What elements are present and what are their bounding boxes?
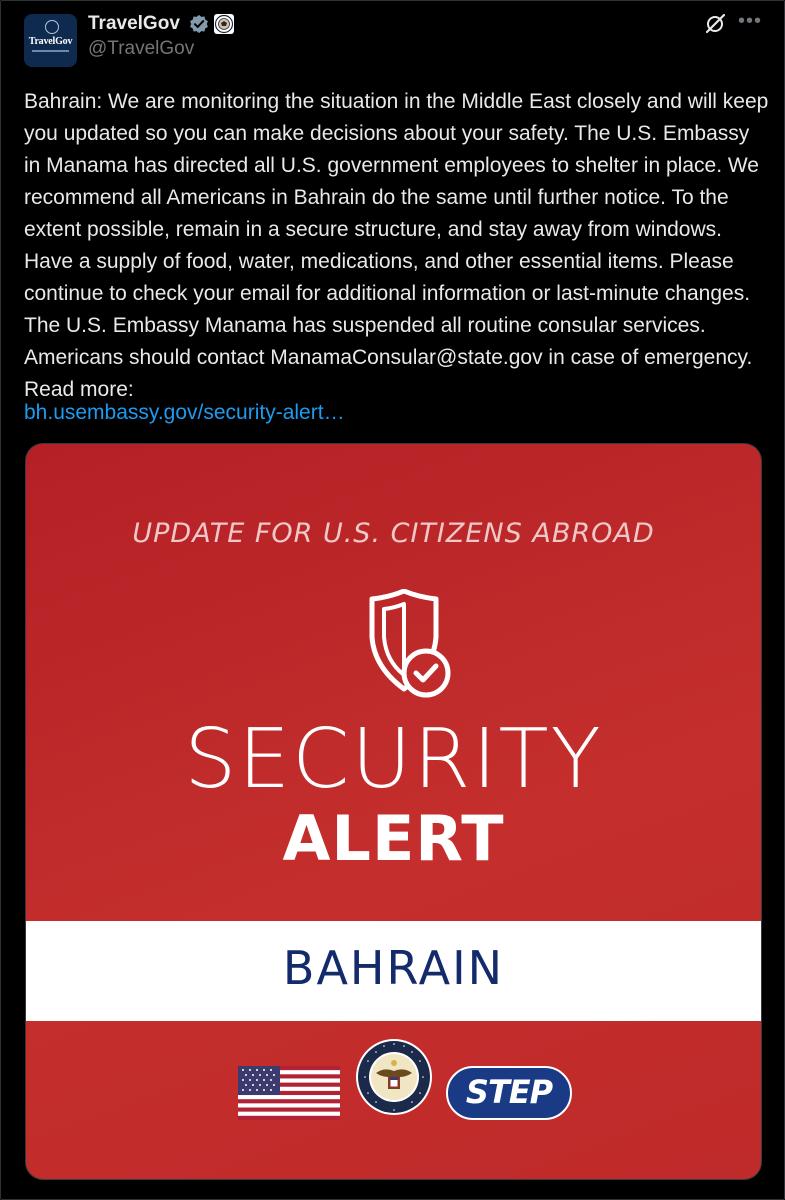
headline-alert: ALERT: [282, 802, 505, 875]
shield-check-icon: [332, 589, 457, 701]
grok-icon[interactable]: [703, 12, 727, 36]
post-text: Bahrain: We are monitoring the situation in the Middle East closely and will keep you updated so you can make decisions about your safety. The U.S. Embassy in Manama has directed all U.S. government employees to shelter in place. We recommend all Americans in Bahrain do the same until further notice. To the extent possible, remain in a secure structure, and stay away from windows. Have a supply of food, water, medications, and other essential items. Please continue to check your email for additional information or last-minute changes. The U.S. Embassy Manama has suspended all routine consular services. Americans should contact ManamaConsular@state.gov in case of emergency. Read more:: [24, 90, 769, 401]
step-logo: STEP: [446, 1066, 572, 1120]
verified-badge-icon: [189, 14, 209, 34]
avatar-seal-icon: [45, 20, 59, 34]
media-subtitle: UPDATE FOR U.S. CITIZENS ABROAD: [132, 518, 655, 549]
us-flag-icon: [238, 1066, 340, 1120]
more-icon[interactable]: •••: [737, 10, 762, 32]
account-handle[interactable]: @TravelGov: [88, 38, 195, 59]
avatar-logo-rule: [32, 50, 69, 52]
affiliate-seal-icon[interactable]: [214, 14, 234, 34]
avatar-logo-text: TravelGov: [28, 36, 73, 47]
post-link[interactable]: bh.usembassy.gov/security-alert…: [24, 401, 345, 424]
country-name: BAHRAIN: [282, 941, 505, 995]
department-of-state-seal-icon: [354, 1037, 434, 1117]
media-card[interactable]: [25, 443, 762, 1180]
headline-security: SECURITY: [184, 712, 603, 807]
account-name[interactable]: TravelGov: [88, 13, 180, 34]
avatar[interactable]: [24, 14, 77, 67]
